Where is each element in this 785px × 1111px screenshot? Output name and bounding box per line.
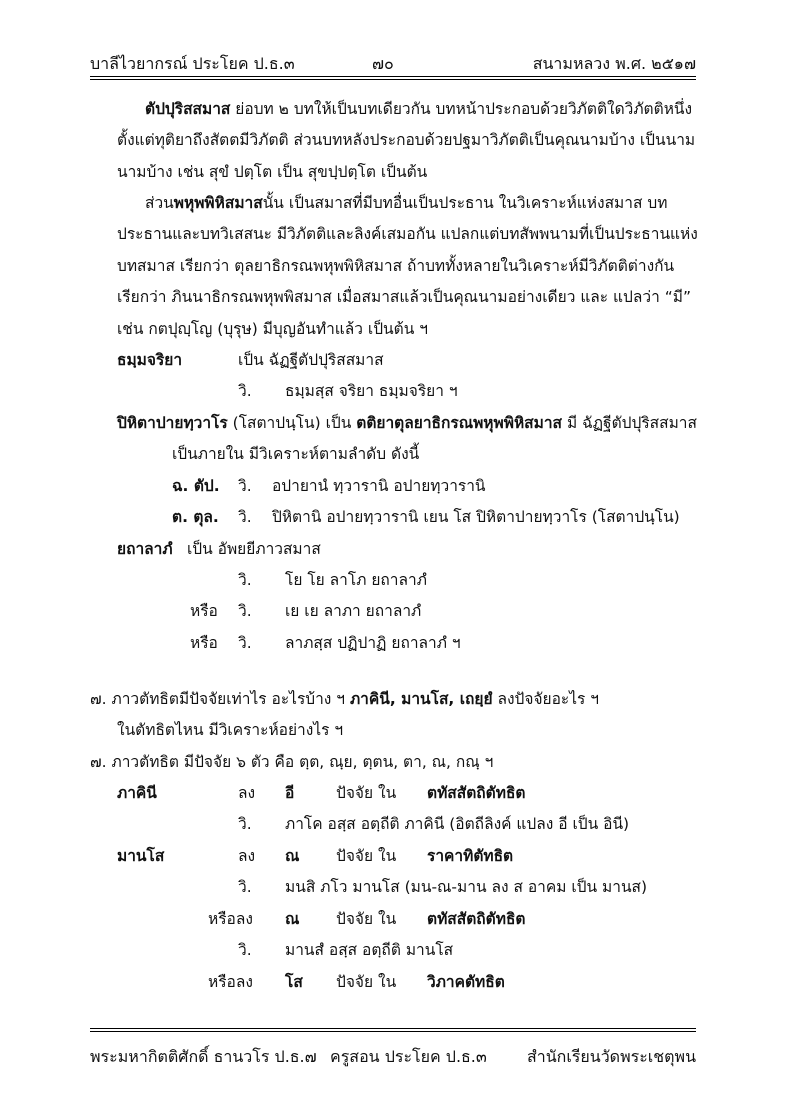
answer-alt1-suffix: ณ <box>285 910 300 928</box>
answer-bhagini-pac: ปัจจัย ใน <box>336 784 397 802</box>
answer-alt2-taddhita: วิภาคตัทธิต <box>427 973 505 991</box>
answer-bhagini-long: ลง <box>238 784 256 802</box>
answer-manaso-long: ลง <box>238 847 256 865</box>
answer-manaso-text: มนสิ ภโว มานโส (มน-ณ-มาน ลง ส อาคม เป็น มานส) <box>285 878 648 896</box>
yatha-row2-or: หรือ <box>190 602 218 620</box>
yatha-row3-or: หรือ <box>190 634 218 652</box>
answer-alt1-vi: วิ. <box>238 941 252 959</box>
answer-alt1-pac: ปัจจัย ใน <box>336 910 397 928</box>
answer-alt1-or: หรือลง <box>208 910 253 928</box>
dhammacariya-desc: เป็น ฉัฏฐีตัปปุริสสมาส <box>238 351 384 369</box>
footer-rule <box>90 1028 696 1029</box>
answer-alt2-pac: ปัจจัย ใน <box>336 973 397 991</box>
footer-rule-second <box>90 1031 696 1032</box>
footer-right: สำนักเรียนวัดพระเชตุพน <box>526 1047 696 1066</box>
question-line2: ในตัทธิตไหน มีวิเคราะห์อย่างไร ฯ <box>117 721 344 739</box>
question-line1 <box>90 688 599 710</box>
answer-alt1-text: มานสํ อสฺส อตฺถีติ มานโส <box>285 941 454 959</box>
pihita-row1-label: ฉ. ตัป. <box>172 477 220 495</box>
term-yathalabham: ยถาลาภํ <box>117 540 173 558</box>
term-pihitapayadvaro: ปิหิตาปายทฺวาโร <box>117 414 228 432</box>
header-left: บาลีไวยากรณ์ ประโยค ป.ธ.๓ <box>90 54 295 73</box>
answer-alt2-suffix: โส <box>285 973 303 991</box>
answer-line1: ๗. ภาวตัทธิต มีปัจจัย ๖ ตัว คือ ตฺต, ณฺย, ตฺตน, ตา, ณ, กณฺ ฯ <box>90 753 494 771</box>
para2-line1-text: นั้น เป็นสมาสที่มีบทอื่นเป็นประธาน ในวิเคราะห์แห่งสมาส บท <box>262 194 668 212</box>
header-rule <box>90 76 696 77</box>
answer-manaso-pac: ปัจจัย ใน <box>336 847 397 865</box>
header-right: สนามหลวง พ.ศ. ๒๕๑๗ <box>532 54 696 73</box>
yatha-row2-vi: วิ. <box>238 602 252 620</box>
dhammacariya-analysis: ธมฺมสฺส จริยา ธมฺมจริยา ฯ <box>285 382 458 400</box>
answer-manaso-suffix: ณ <box>285 847 300 865</box>
yatha-row3-vi: วิ. <box>238 634 252 652</box>
pihita-rest: มี ฉัฏฐีตัปปุริสสมาส <box>562 414 697 432</box>
para2-line1-prefix: ส่วน <box>145 194 174 212</box>
pihita-row1-text: อปายานํ ทฺวารานิ อปายทฺวารานิ <box>272 477 486 495</box>
pihita-paren: (โสตาปนฺโน) เป็น <box>227 414 357 432</box>
pihita-row1-vi: วิ. <box>238 477 252 495</box>
question-words: ภาคินี, มานโส, เถยฺยํ <box>349 690 493 708</box>
answer-manaso-term: มานโส <box>117 847 165 865</box>
answer-bhagini-suffix: อี <box>285 784 295 802</box>
para1-line2: ตั้งแต่ทุติยาถึงสัตตมีวิภัตติ ส่วนบทหลังประกอบด้วยปฐมาวิภัตติเป็นคุณนามบ้าง เป็นนาม <box>117 131 696 149</box>
pihita-line2: เป็นภายใน มีวิเคราะห์ตามลำดับ ดังนี้ <box>172 445 420 463</box>
header-page-number: ๗๐ <box>372 54 394 73</box>
answer-bhagini-vi: วิ. <box>238 815 252 833</box>
para2-line3: บทสมาส เรียกว่า ตุลยาธิกรณพหุพพิหิสมาส ถ้าบททั้งหลายในวิเคราะห์มีวิภัตติต่างกัน <box>117 257 675 275</box>
para2-line5: เช่น กตปุญฺโญ (บุรุษ) มีบุญอันทำแล้ว เป็นต้น ฯ <box>117 320 428 338</box>
para1-line1-text: ย่อบท ๒ บทให้เป็นบทเดียวกัน บทหน้าประกอบด้วยวิภัตติใดวิภัตติหนึ่ง <box>230 100 693 118</box>
para1-line1 <box>145 98 692 120</box>
para2-line1 <box>145 192 667 214</box>
answer-bhagini-term: ภาคินี <box>117 784 157 802</box>
pihita-row2-text: ปิหิตานิ อปายทฺวารานิ เยน โส ปิหิตาปายทฺวาโร (โสตาปนฺโน) <box>272 508 680 526</box>
yatha-row2-text: เย เย ลาภา ยถาลาภํ <box>285 602 422 620</box>
pihita-line1 <box>117 412 697 434</box>
term-dhammacariya: ธมฺมจริยา <box>117 351 183 369</box>
para2-line4: เรียกว่า ภินนาธิกรณพหุพพิสมาส เมื่อสมาสแล้วเป็นคุณนามอย่างเดียว และ แปลว่า “มี” <box>117 288 691 306</box>
header-rule-second <box>90 79 696 80</box>
dhammacariya-vi: วิ. <box>238 382 252 400</box>
answer-manaso-taddhita: ราคาทิตัทธิต <box>427 847 514 865</box>
yathalabham-desc: เป็น อัพยยีภาวสมาส <box>187 540 321 558</box>
para2-line2: ประธานและบทวิเสสนะ มีวิภัตติและลิงค์เสมอกัน แปลกแต่บทสัพพนามที่เป็นประธานแห่ง <box>117 225 698 243</box>
answer-manaso-vi: วิ. <box>238 878 252 896</box>
answer-alt2-or: หรือลง <box>208 973 253 991</box>
term-bahubbihi: พหุพพิหิสมาส <box>173 194 263 212</box>
yatha-row1-vi: วิ. <box>238 571 252 589</box>
answer-alt1-taddhita: ตทัสสัตถิตัทธิต <box>427 910 526 928</box>
footer-center: ครูสอน ประโยค ป.ธ.๓ <box>330 1047 487 1066</box>
question-line1-suffix: ลงปัจจัยอะไร ฯ <box>492 690 600 708</box>
question-line1-prefix: ๗. ภาวตัทธิตมีปัจจัยเท่าไร อะไรบ้าง ฯ <box>90 690 350 708</box>
term-tappurisa: ตัปปุริสสมาส <box>145 100 231 118</box>
term-tatiya-tulya: ตติยาตุลยาธิกรณพหุพพิหิสมาส <box>356 414 563 432</box>
yatha-row1-text: โย โย ลาโภ ยถาลาภํ <box>285 571 427 589</box>
para1-line3: นามบ้าง เช่น สุขํ ปตฺโต เป็น สุขปฺปตฺโต เป็นต้น <box>117 163 428 181</box>
answer-bhagini-taddhita: ตทัสสัตถิตัทธิต <box>427 784 526 802</box>
yatha-row3-text: ลาภสฺส ปฏิปาฏิ ยถาลาภํ ฯ <box>285 634 461 652</box>
footer-left: พระมหากิตติศักดิ์ ธานวโร ป.ธ.๗ <box>90 1047 317 1066</box>
pihita-row2-label: ต. ตุล. <box>172 508 219 526</box>
pihita-row2-vi: วิ. <box>238 508 252 526</box>
answer-bhagini-text: ภาโค อสฺส อตฺถีติ ภาคินี (อิตถีลิงค์ แปลง อี เป็น อินี) <box>285 815 630 833</box>
